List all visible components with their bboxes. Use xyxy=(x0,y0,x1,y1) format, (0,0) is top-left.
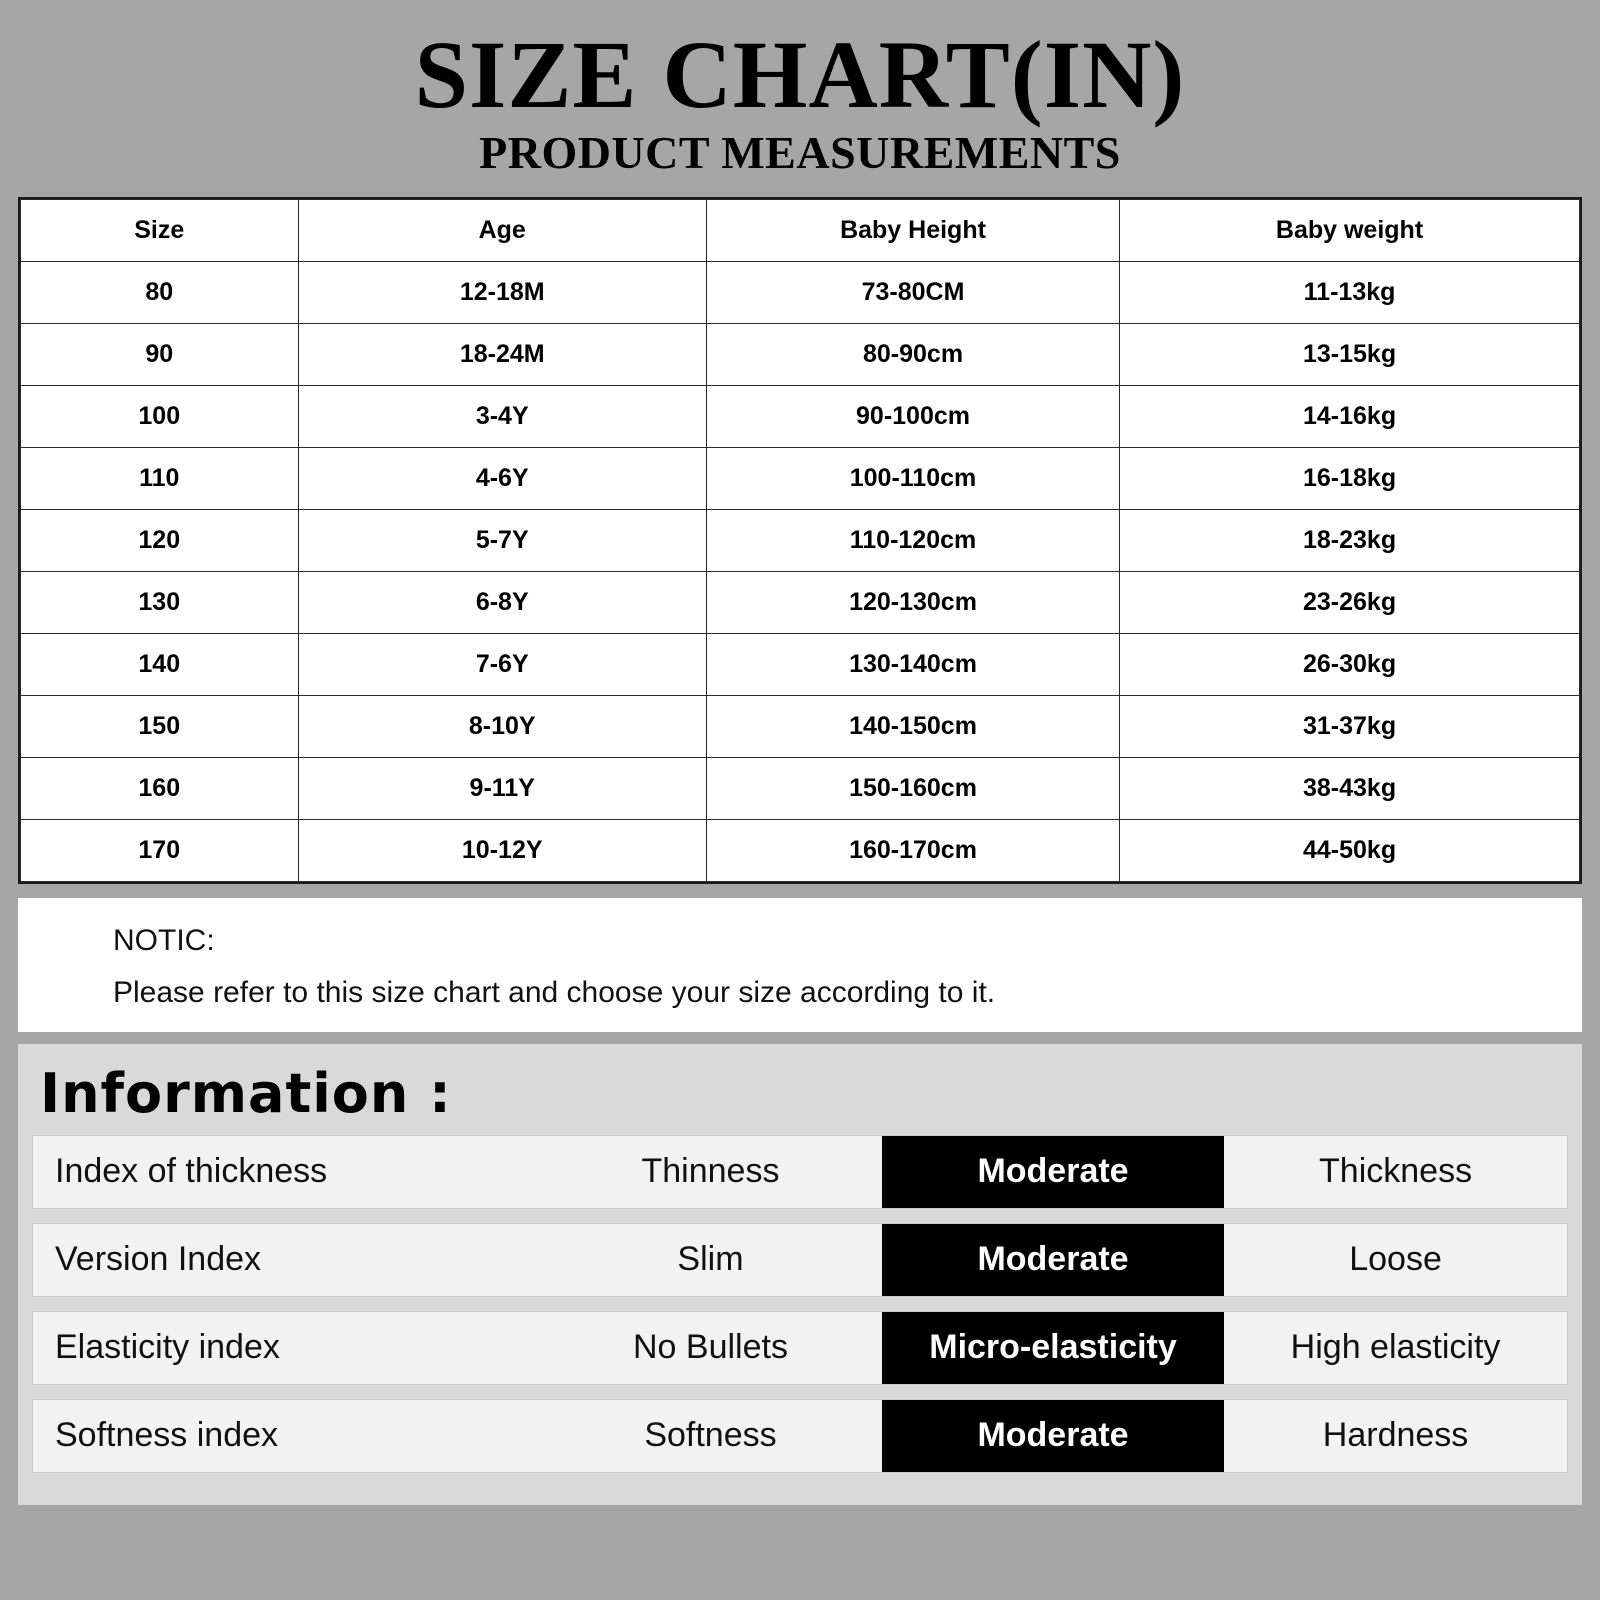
cell-age: 3-4Y xyxy=(298,385,706,447)
info-option-loose[interactable]: Loose xyxy=(1224,1224,1567,1296)
info-option-high-elasticity[interactable]: High elasticity xyxy=(1224,1312,1567,1384)
table-row xyxy=(21,571,1580,633)
table-row xyxy=(21,261,1580,323)
info-option-thickness[interactable]: Thickness xyxy=(1224,1136,1567,1208)
cell-weight: 38-43kg xyxy=(1120,757,1580,819)
info-option-moderate[interactable]: Moderate xyxy=(882,1224,1225,1296)
column-header-size: Size xyxy=(21,199,299,261)
cell-weight: 44-50kg xyxy=(1120,819,1580,881)
cell-size: 150 xyxy=(21,695,299,757)
info-row-thickness xyxy=(32,1135,1568,1209)
cell-weight: 16-18kg xyxy=(1120,447,1580,509)
info-label-version: Version Index xyxy=(33,1224,539,1296)
cell-size: 100 xyxy=(21,385,299,447)
table-row xyxy=(21,447,1580,509)
info-option-no-bullets[interactable]: No Bullets xyxy=(539,1312,882,1384)
cell-age: 12-18M xyxy=(298,261,706,323)
cell-weight: 26-30kg xyxy=(1120,633,1580,695)
column-header-age: Age xyxy=(298,199,706,261)
table-header-row xyxy=(21,199,1580,261)
cell-weight: 31-37kg xyxy=(1120,695,1580,757)
cell-height: 150-160cm xyxy=(706,757,1119,819)
cell-weight: 11-13kg xyxy=(1120,261,1580,323)
cell-size: 90 xyxy=(21,323,299,385)
cell-height: 140-150cm xyxy=(706,695,1119,757)
cell-size: 110 xyxy=(21,447,299,509)
column-header-baby-weight: Baby weight xyxy=(1120,199,1580,261)
table-row xyxy=(21,819,1580,881)
info-option-softness[interactable]: Softness xyxy=(539,1400,882,1472)
cell-height: 130-140cm xyxy=(706,633,1119,695)
info-option-thinness[interactable]: Thinness xyxy=(539,1136,882,1208)
cell-size: 170 xyxy=(21,819,299,881)
cell-age: 7-6Y xyxy=(298,633,706,695)
notice-panel xyxy=(18,898,1582,1032)
info-label-elasticity: Elasticity index xyxy=(33,1312,539,1384)
cell-height: 73-80CM xyxy=(706,261,1119,323)
column-header-baby-height: Baby Height xyxy=(706,199,1119,261)
page-subtitle: PRODUCT MEASUREMENTS xyxy=(479,127,1121,179)
size-table-container xyxy=(18,197,1582,884)
page-title: SIZE CHART(IN) xyxy=(414,21,1186,128)
title-block xyxy=(0,0,1600,179)
table-row xyxy=(21,509,1580,571)
cell-height: 80-90cm xyxy=(706,323,1119,385)
info-label-thickness: Index of thickness xyxy=(33,1136,539,1208)
info-option-moderate[interactable]: Moderate xyxy=(882,1400,1225,1472)
cell-age: 8-10Y xyxy=(298,695,706,757)
cell-age: 4-6Y xyxy=(298,447,706,509)
cell-size: 80 xyxy=(21,261,299,323)
table-row xyxy=(21,757,1580,819)
cell-age: 5-7Y xyxy=(298,509,706,571)
notice-text: Please refer to this size chart and choose your size according to it. xyxy=(113,975,996,1009)
info-label-softness: Softness index xyxy=(33,1400,539,1472)
information-heading: Information : xyxy=(40,1061,452,1125)
cell-weight: 14-16kg xyxy=(1120,385,1580,447)
table-row xyxy=(21,385,1580,447)
cell-height: 90-100cm xyxy=(706,385,1119,447)
table-row xyxy=(21,633,1580,695)
size-table xyxy=(20,199,1580,882)
cell-weight: 13-15kg xyxy=(1120,323,1580,385)
cell-size: 160 xyxy=(21,757,299,819)
cell-age: 9-11Y xyxy=(298,757,706,819)
cell-height: 160-170cm xyxy=(706,819,1119,881)
cell-age: 18-24M xyxy=(298,323,706,385)
cell-size: 120 xyxy=(21,509,299,571)
information-section xyxy=(18,1044,1582,1505)
cell-height: 120-130cm xyxy=(706,571,1119,633)
cell-weight: 18-23kg xyxy=(1120,509,1580,571)
cell-height: 110-120cm xyxy=(706,509,1119,571)
cell-height: 100-110cm xyxy=(706,447,1119,509)
cell-age: 6-8Y xyxy=(298,571,706,633)
info-row-version xyxy=(32,1223,1568,1297)
info-option-hardness[interactable]: Hardness xyxy=(1224,1400,1567,1472)
info-option-micro-elasticity[interactable]: Micro-elasticity xyxy=(882,1312,1225,1384)
cell-weight: 23-26kg xyxy=(1120,571,1580,633)
info-option-slim[interactable]: Slim xyxy=(539,1224,882,1296)
info-row-softness xyxy=(32,1399,1568,1473)
table-row xyxy=(21,323,1580,385)
info-option-moderate[interactable]: Moderate xyxy=(882,1136,1225,1208)
notice-title: NOTIC: xyxy=(113,923,215,957)
cell-size: 130 xyxy=(21,571,299,633)
info-row-elasticity xyxy=(32,1311,1568,1385)
table-row xyxy=(21,695,1580,757)
cell-size: 140 xyxy=(21,633,299,695)
cell-age: 10-12Y xyxy=(298,819,706,881)
